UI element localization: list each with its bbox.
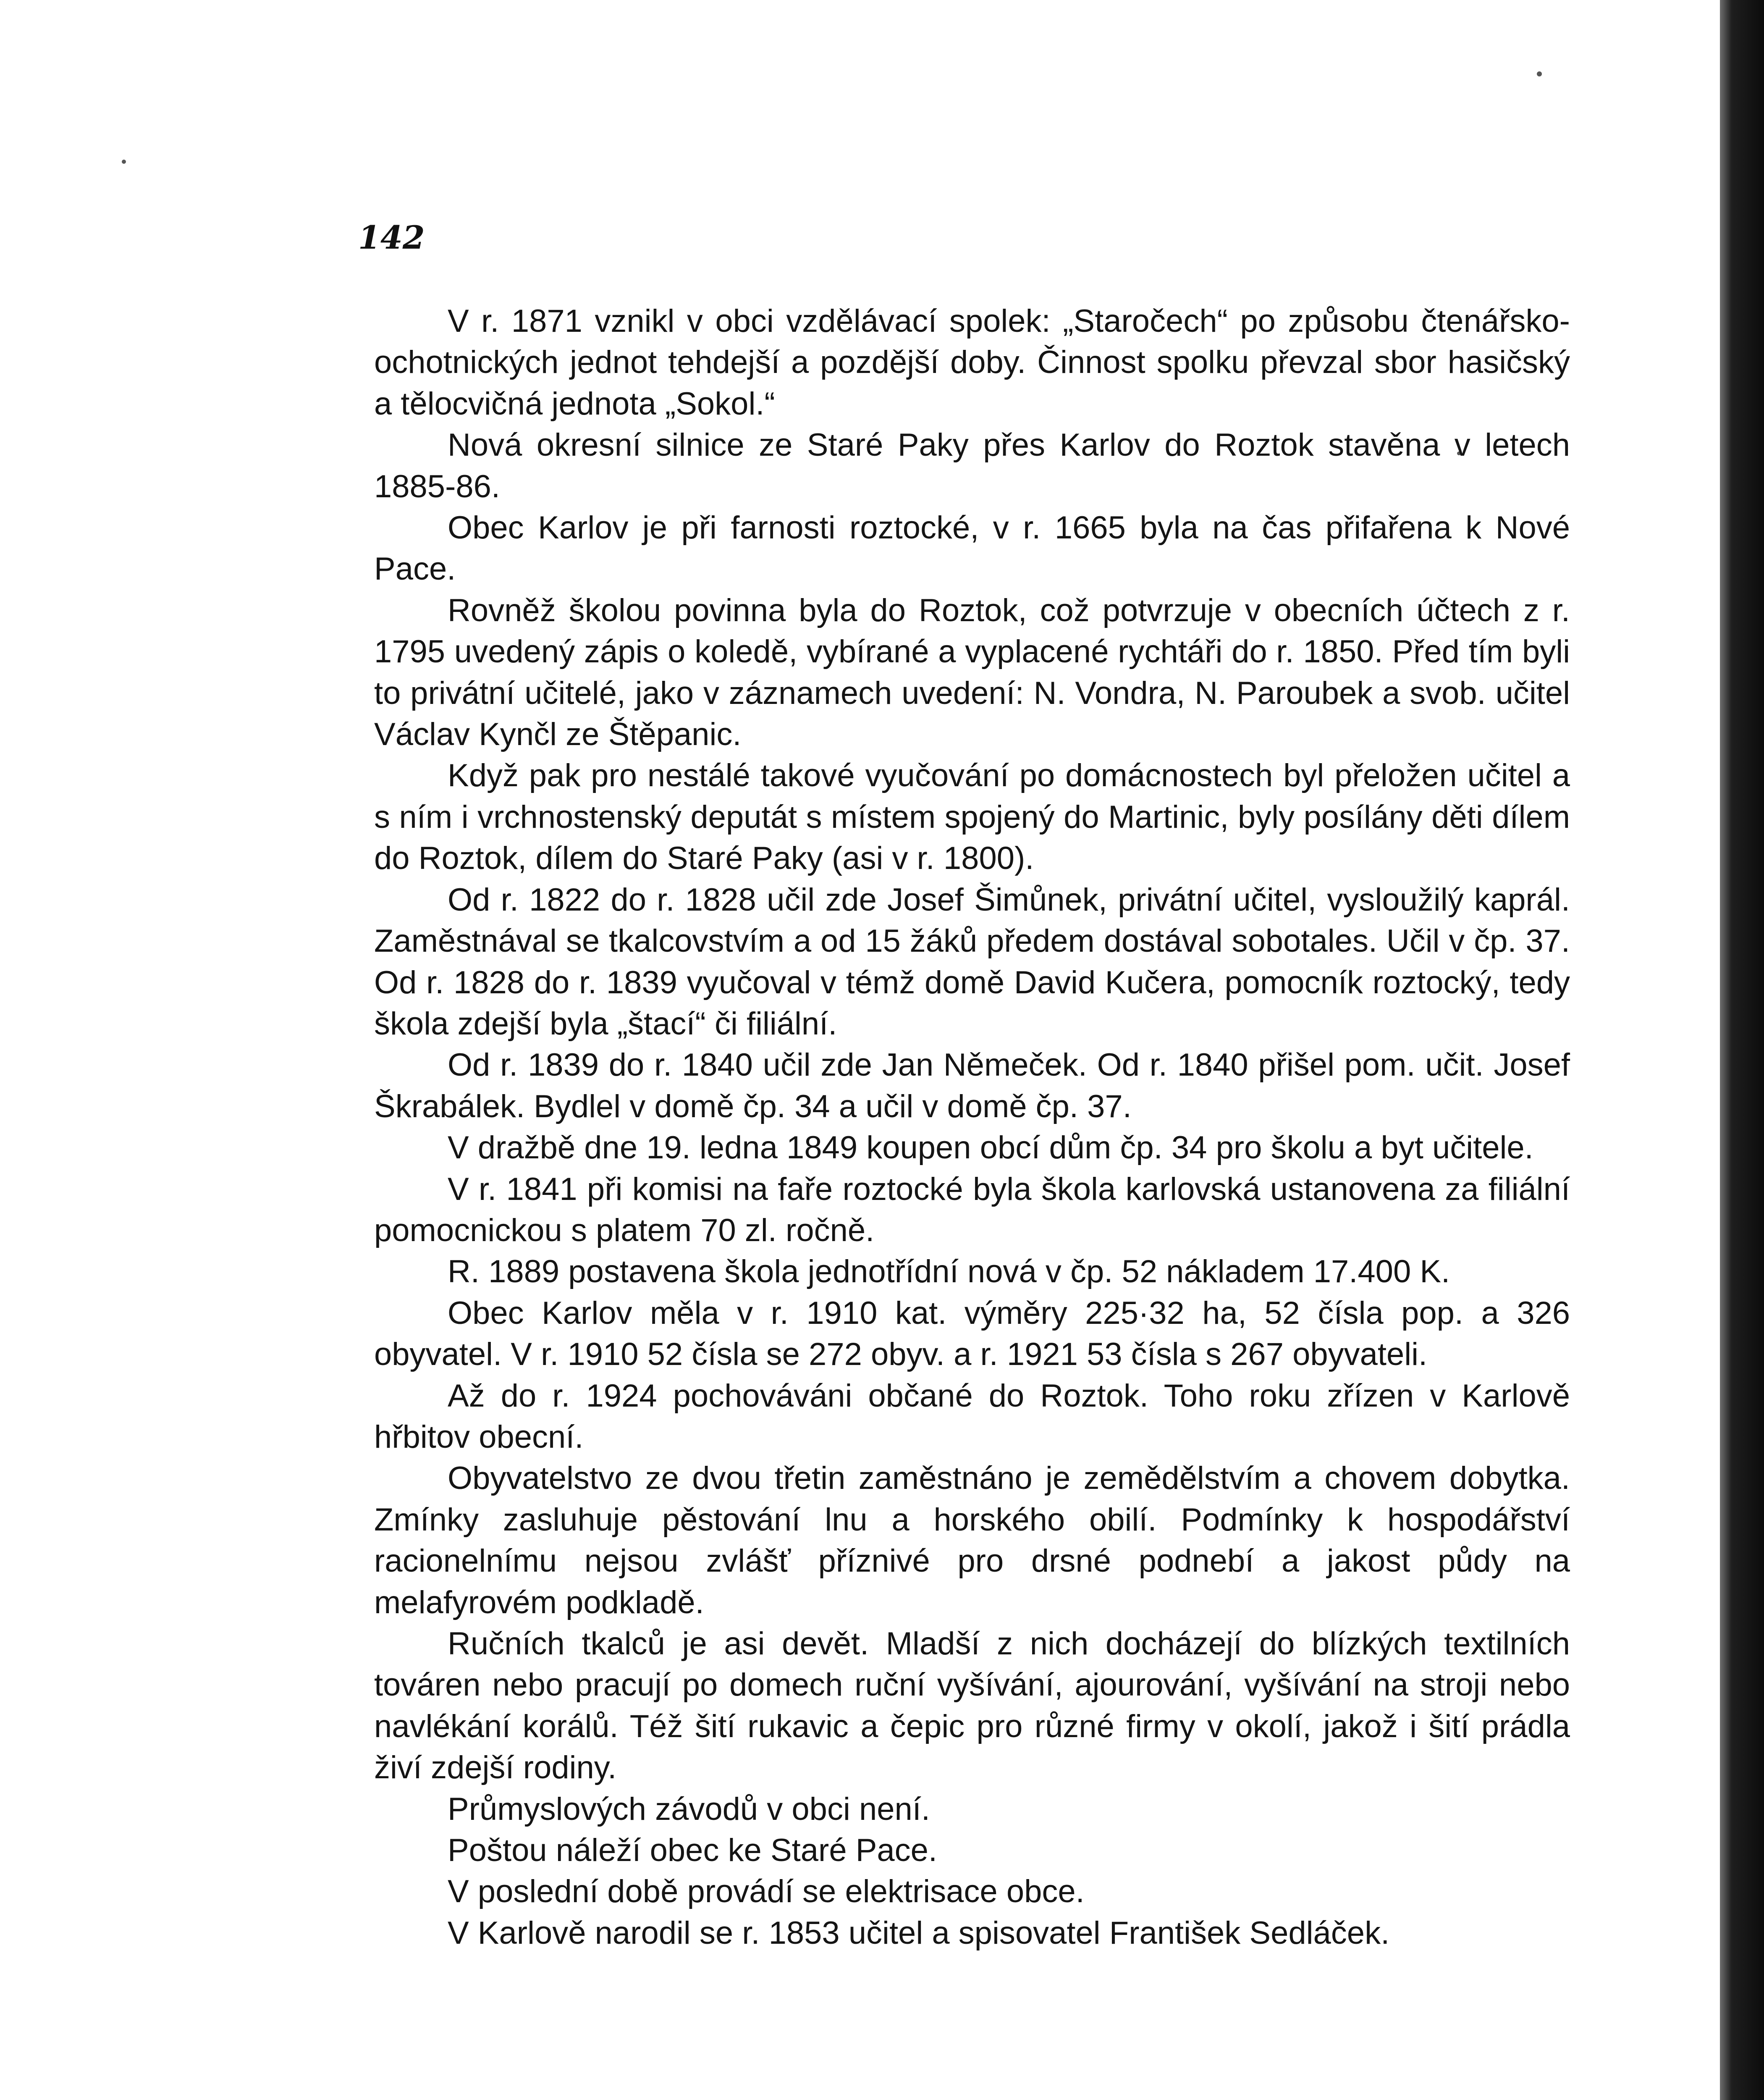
scan-speck	[122, 160, 126, 164]
paragraph: Průmyslových závodů v obci není.	[448, 1791, 930, 1827]
paragraph: V r. 1871 vznikl v obci vzdělávací spolek: „Staročech“ po způsobu čtenářsko-ochotnických jednot tehdejší a pozdější doby. Činnost spolku převzal sbor hasičský a tělocvičná jednota „Sokol.“	[374, 303, 1570, 422]
paragraph: V dražbě dne 19. ledna 1849 koupen obcí dům čp. 34 pro školu a byt učitele.	[448, 1130, 1533, 1166]
paragraph: Nová okresní silnice ze Staré Paky přes Karlov do Roztok stavěna v letech 1885-86.	[374, 427, 1570, 504]
paragraph: Až do r. 1924 pochováváni občané do Roztok. Toho roku zřízen v Karlově hřbitov obecní.	[374, 1378, 1570, 1455]
paragraph: R. 1889 postavena škola jednotřídní nová v čp. 52 nákladem 17.400 K.	[448, 1254, 1450, 1290]
paragraph: V Karlově narodil se r. 1853 učitel a spisovatel František Sedláček.	[448, 1915, 1390, 1951]
page-number: 142	[358, 219, 425, 256]
paragraph: Obyvatelstvo ze dvou třetin zaměstnáno je zemědělstvím a chovem dobytka. Zmínky zasluhuje pěstování lnu a horského obilí. Podmínky k hospodářství racionelnímu nejsou zvlášť příznivé pro drsné podnebí a jakost půdy na melafyrovém podkladě.	[374, 1460, 1570, 1620]
paragraph: Když pak pro nestálé takové vyučování po domácnostech byl přeložen učitel a s ním i vrchnostenský deputát s místem spojený do Martinic, byly posílány děti dílem do Roztok, dílem do Staré Paky (asi v r. 1800).	[374, 758, 1570, 877]
paragraph: Obec Karlov měla v r. 1910 kat. výměry 225·32 ha, 52 čísla pop. a 326 obyvatel. V r. 1910 52 čísla se 272 obyv. a r. 1921 53 čísla s 267 obyvateli.	[374, 1295, 1570, 1373]
paragraph: Ručních tkalců je asi devět. Mladší z nich docházejí do blízkých textilních továren nebo pracují po domech ruční vyšívání, ajourování, vyšívání na stroji nebo navlékání korálů. Též šití rukavic a čepic pro různé firmy v okolí, jakož i šití prádla živí zdejší rodiny.	[374, 1626, 1570, 1786]
scan-speck	[1537, 71, 1542, 76]
page-right-edge-shadow	[1720, 0, 1764, 2100]
body-text	[374, 301, 1570, 1954]
paragraph: V r. 1841 při komisi na faře roztocké byla škola karlovská ustanovena za filiální pomocnickou s platem 70 zl. ročně.	[374, 1171, 1570, 1248]
paragraph: Od r. 1839 do r. 1840 učil zde Jan Němeček. Od r. 1840 přišel pom. učit. Josef Škrabálek. Bydlel v domě čp. 34 a učil v domě čp. 37.	[374, 1047, 1570, 1124]
paragraph: V poslední době provádí se elektrisace obce.	[448, 1874, 1085, 1910]
paragraph: Obec Karlov je při farnosti roztocké, v r. 1665 byla na čas přifařena k Nové Pace.	[374, 510, 1570, 587]
paragraph: Rovněž školou povinna byla do Roztok, což potvrzuje v obecních účtech z r. 1795 uvedený zápis o koledě, vybírané a vyplacené rychtáři do r. 1850. Před tím byli to privátní učitelé, jako v záznamech uvedení: N. Vondra, N. Paroubek a svob. učitel Václav Kynčl ze Štěpanic.	[374, 592, 1570, 753]
paragraph: Poštou náleží obec ke Staré Pace.	[448, 1832, 938, 1869]
paragraph: Od r. 1822 do r. 1828 učil zde Josef Šimůnek, privátní učitel, vysloužilý kaprál. Zaměstnával se tkalcovstvím a od 15 žáků předem dostával sobotales. Učil v čp. 37. Od r. 1828 do r. 1839 vyučoval v témž domě David Kučera, pomocník roztocký, tedy škola zdejší byla „štací“ či filiální.	[374, 882, 1570, 1042]
